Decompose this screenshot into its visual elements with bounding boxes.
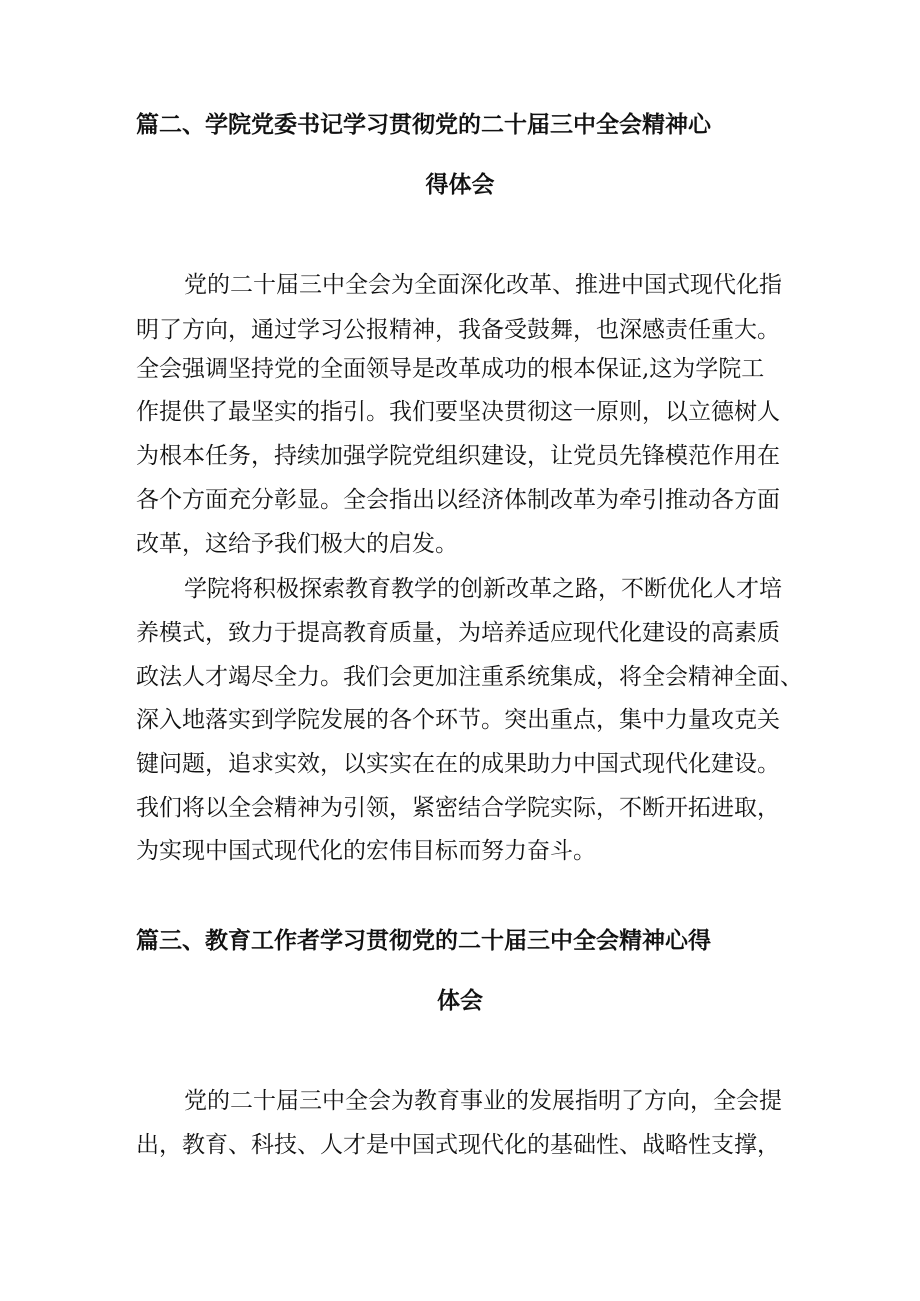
section2-para2-line: 养模式，致力于提高教育质量，为培养适应现代化建设的高素质 bbox=[136, 620, 780, 646]
section2-para1-line: 作提供了最坚实的指引。我们要坚决贯彻这一原则，以立德树人 bbox=[136, 399, 780, 425]
section2-para2-line: 深入地落实到学院发展的各个环节。突出重点，集中力量攻克关 bbox=[136, 707, 780, 733]
section3-heading-line2: 体会 bbox=[437, 987, 483, 1014]
section2-para2-line: 为实现中国式现代化的宏伟目标而努力奋斗。 bbox=[136, 838, 596, 864]
section2-para1-line: 改革，这给予我们极大的启发。 bbox=[136, 531, 458, 557]
section2-para1-line: 为根本任务，持续加强学院党组织建设，让党员先锋模范作用在 bbox=[136, 443, 780, 469]
section2-para2-line: 学院将积极探索教育教学的创新改革之路，不断优化人才培 bbox=[184, 576, 782, 602]
section3-para1-line: 党的二十届三中全会为教育事业的发展指明了方向，全会提 bbox=[184, 1088, 782, 1114]
section2-para1-line: 全会强调坚持党的全面领导是改革成功的根本保证,这为学院工 bbox=[136, 356, 765, 382]
section2-heading-line2: 得体会 bbox=[425, 171, 495, 198]
section2-para1-line: 明了方向，通过学习公报精神，我备受鼓舞，也深感责任重大。 bbox=[136, 317, 780, 343]
section3-para1-line: 出，教育、科技、人才是中国式现代化的基础性、战略性支撑， bbox=[136, 1132, 780, 1158]
section2-heading-line1: 篇二、学院党委书记学习贯彻党的二十届三中全会精神心 bbox=[136, 111, 711, 138]
section2-para1-line: 党的二十届三中全会为全面深化改革、推进中国式现代化指 bbox=[184, 272, 782, 298]
section2-para2-line: 政法人才竭尽全力。我们会更加注重系统集成，将全会精神全面、 bbox=[136, 664, 803, 690]
section3-heading-line1: 篇三、教育工作者学习贯彻党的二十届三中全会精神心得 bbox=[136, 927, 711, 954]
section2-para1-line: 各个方面充分彰显。全会指出以经济体制改革为牵引推动各方面 bbox=[136, 487, 780, 513]
section2-para2-line: 我们将以全会精神为引领，紧密结合学院实际，不断开拓进取， bbox=[136, 795, 780, 821]
section2-para2-line: 键问题，追求实效，以实实在在的成果助力中国式现代化建设。 bbox=[136, 751, 780, 777]
